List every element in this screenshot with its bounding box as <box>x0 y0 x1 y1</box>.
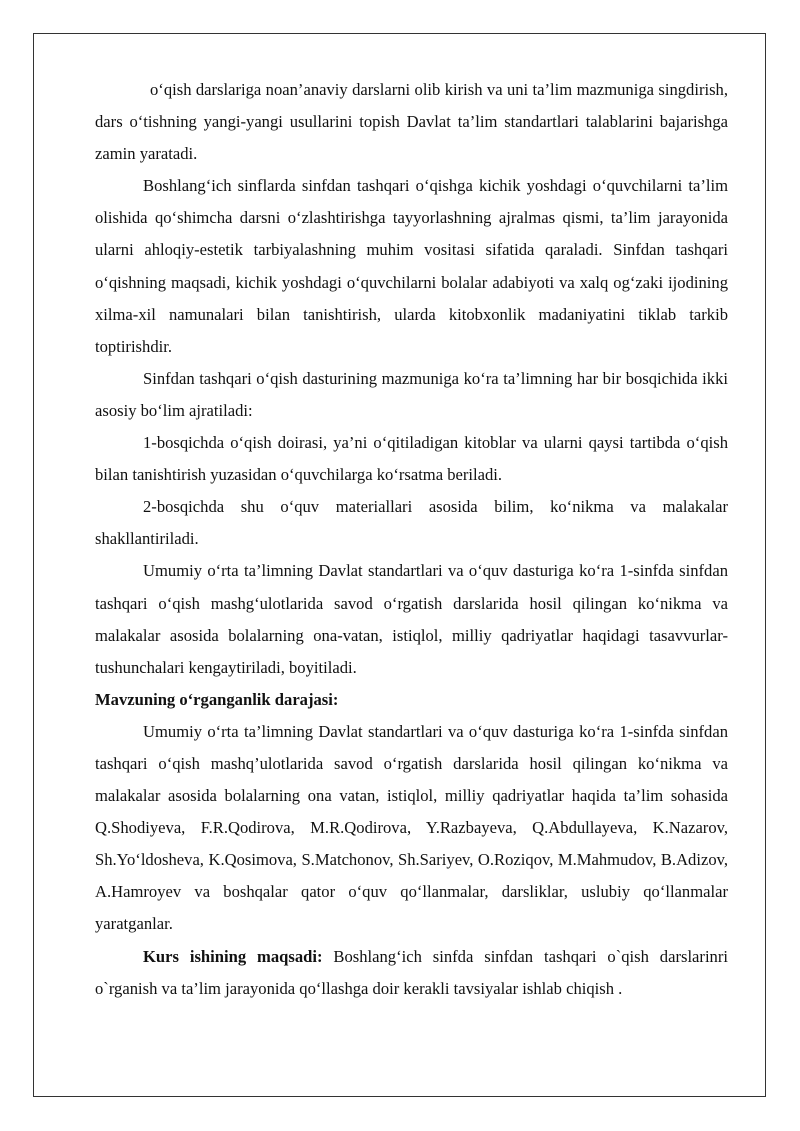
paragraph-course-goal <box>95 941 728 1005</box>
course-goal-label: Kurs ishining maqsadi: <box>143 946 323 966</box>
paragraph-standards: Umumiy o‘rta ta’limning Davlat standartlari va o‘quv dasturiga ko‘ra 1-sinfda sinfdan tashqari o‘qish mashg‘ulotlarida savod o‘rgatish darslarida hosil qilingan ko‘nikma va malakalar asosida bolalarning ona-vatan, istiqlol, milliy qadriyatlar haqidagi tasavvurlar-tushunchalari kengaytiriladi, boyitiladi. <box>95 561 728 677</box>
paragraph-literature-review: Umumiy o‘rta ta’limning Davlat standartlari va o‘quv dasturiga ko‘ra 1-sinfda sinfdan tashqari o‘qish mashq’ulotlarida savod o‘rgatish darslarida hosil qilingan ko‘nikma va malakalar asosida bolalarning ona vatan, istiqlol, milliy qadriyatlar haqida ta’lim sohasida Q.Shodiyeva, F.R.Qodirova, M.R.Qodirova, Y.Razbayeva, Q.Abdullayeva, K.Nazarov, Sh.Yo‘ldosheva, K.Qosimova, S.Matchonov, Sh.Sariyev, O.Roziqov, M.Mahmudov, B.Adizov, A.Hamroyev va boshqalar qator o‘quv qo‘llanmalar, darsliklar, uslubiy qo‘llanmalar yaratganlar. <box>95 721 728 934</box>
course-goal-text: Boshlang‘ich sinfda sinfdan tashqari o`qish darslarinri o`rganish va ta’lim jarayonida qo‘llashga doir kerakli tavsiyalar ishlab chiqish . <box>95 946 728 998</box>
paragraph-program-content: Sinfdan tashqari o‘qish dasturining mazmuniga ko‘ra ta’limning har bir bosqichida ikki asosiy bo‘lim ajratiladi: <box>95 368 728 420</box>
paragraph-intro: o‘qish darslariga noan’anaviy darslarni olib kirish va uni ta’lim mazmuniga singdirish, dars o‘tishning yangi-yangi usullarini topish Davlat ta’lim standartlari talablarini bajarishga zamin yaratadi. <box>95 80 728 164</box>
section-heading: Mavzuning o‘rganganlik darajasi: <box>95 689 339 709</box>
paragraph-stage-2: 2-bosqichda shu o‘quv materiallari asosida bilim, ko‘nikma va malakalar shakllantiriladi. <box>95 497 728 549</box>
document-body <box>95 74 728 1005</box>
paragraph-primary-classes: Boshlang‘ich sinflarda sinfdan tashqari o‘qishga kichik yoshdagi o‘quvchilarni ta’lim olishida qo‘shimcha darsni o‘zlashtirishga tayyorlashning ajralmas qismi, ta’lim jarayonida ularni ahloqiy-estetik tarbiyalashning muhim vositasi sifatida qaraladi. Sinfdan tashqari o‘qishning maqsadi, kichik yoshdagi o‘quvchilarni bolalar adabiyoti va xalq og‘zaki ijodining xilma-xil namunalari bilan tanishtirish, ularda kitobxonlik madaniyatini tiklab tarkib toptirishdir. <box>95 176 728 356</box>
paragraph-stage-1: 1-bosqichda o‘qish doirasi, ya’ni o‘qitiladigan kitoblar va ularni qaysi tartibda o‘qish bilan tanishtirish yuzasidan o‘quvchilarga ko‘rsatma beriladi. <box>95 433 728 485</box>
